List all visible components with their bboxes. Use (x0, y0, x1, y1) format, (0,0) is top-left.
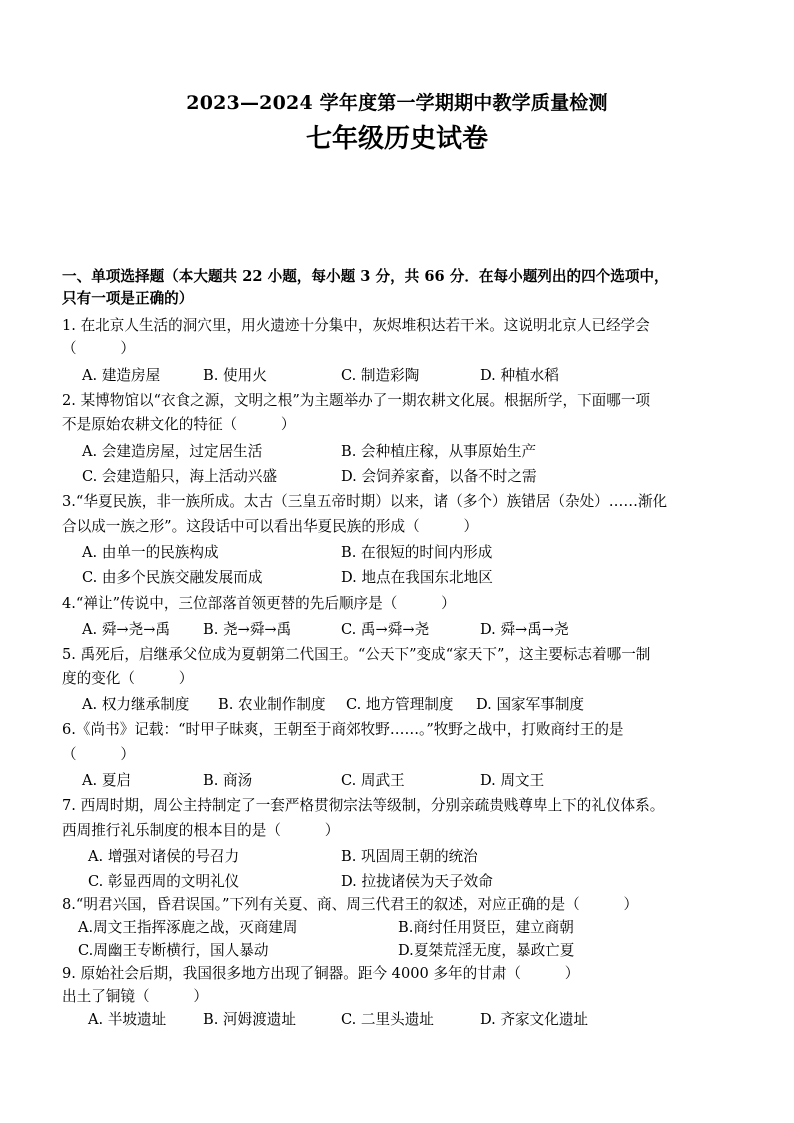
question-2-option-b: B. 会种植庄稼，从事原始生产 (341, 443, 537, 460)
question-2-option-a: A. 会建造房屋，过定居生活 (82, 443, 263, 460)
question-2-option-c: C. 会建造船只，海上活动兴盛 (82, 468, 278, 485)
question-8-option-d: D.夏桀荒淫无度，暴政亡夏 (398, 942, 575, 959)
question-3-option-a: A. 由单一的民族构成 (82, 544, 219, 561)
exam-subtitle: 七年级历史试卷 (305, 124, 488, 154)
question-1-option-c: C. 制造彩陶 (341, 367, 420, 384)
question-3-stem-cont: 合以成一族之形”。这段话中可以看出华夏民族的形成（ ） (62, 518, 479, 535)
question-2-stem: 2. 某博物馆以“衣食之源，文明之根”为主题举办了一期农耕文化展。根据所学，下面哪一项 (62, 392, 651, 409)
question-6-option-c: C. 周武王 (341, 772, 405, 789)
question-9-option-a: A. 半坡遗址 (88, 1011, 167, 1028)
question-1-option-d: D. 种植水稻 (480, 367, 559, 384)
question-7-stem-cont: 西周推行礼乐制度的根本目的是（ ） (62, 822, 340, 839)
question-1-stem: 1. 在北京人生活的洞穴里，用火遗迹十分集中，灰烬堆积达若干米。这说明北京人已经学会 (62, 317, 650, 334)
question-4-option-a: A. 舜→尧→禹 (82, 621, 171, 638)
question-2-stem-cont: 不是原始农耕文化的特征（ ） (62, 416, 296, 433)
question-9-stem-cont: 出土了铜镜（ ） (62, 988, 208, 1005)
section-heading-cont: 只有一项是正确的） (62, 290, 194, 307)
question-3-option-c: C. 由多个民族交融发展而成 (82, 569, 263, 586)
question-4-stem: 4.“禅让”传说中，三位部落首领更替的先后顺序是（ ） (62, 595, 456, 612)
question-3-option-b: B. 在很短的时间内形成 (341, 544, 493, 561)
question-2-option-d: D. 会饲养家畜，以备不时之需 (341, 468, 537, 485)
exam-title: 2023—2024 学年度第一学期期中教学质量检测 (186, 92, 608, 114)
question-6-option-b: B. 商汤 (203, 772, 253, 789)
question-9-stem: 9. 原始社会后期，我国很多地方出现了铜器。距今 4000 多年的甘肃（ ） (62, 965, 580, 982)
question-4-option-c: C. 禹→舜→尧 (341, 621, 430, 638)
question-1-option-a: A. 建造房屋 (82, 367, 161, 384)
section-heading: 一、单项选择题（本大题共 22 小题，每小题 3 分，共 66 分．在每小题列出的四个选项中， (62, 268, 669, 285)
question-4-option-b: B. 尧→舜→禹 (203, 621, 292, 638)
question-6-blank: （ ） (62, 746, 135, 763)
question-1-option-b: B. 使用火 (203, 367, 267, 384)
question-5-option-a: A. 权力继承制度 (82, 696, 190, 713)
question-7-option-b: B. 巩固周王朝的统治 (341, 848, 478, 865)
question-6-stem: 6.《尚书》记载：“时甲子昧爽，王朝至于商郊牧野……。”牧野之战中，打败商纣王的是 (62, 721, 624, 738)
question-7-option-c: C. 彰显西周的文明礼仪 (88, 873, 240, 890)
question-8-option-b: B.商纣任用贤臣，建立商朝 (398, 919, 574, 936)
question-9-option-d: D. 齐家文化遗址 (480, 1011, 589, 1028)
question-7-stem: 7. 西周时期，周公主持制定了一套严格贯彻宗法等级制，分别亲疏贵贱尊卑上下的礼仪体系。 (62, 797, 665, 814)
question-8-option-a: A.周文王指挥涿鹿之战，灭商建周 (78, 919, 298, 936)
question-3-option-d: D. 地点在我国东北地区 (341, 569, 493, 586)
question-6-option-a: A. 夏启 (82, 772, 132, 789)
question-5-option-c: C. 地方管理制度 (346, 696, 454, 713)
question-5-stem-cont: 度的变化（ ） (62, 670, 194, 687)
question-5-option-d: D. 国家军事制度 (476, 696, 585, 713)
question-5-option-b: B. 农业制作制度 (218, 696, 326, 713)
question-8-option-c: C.周幽王专断横行，国人暴动 (78, 942, 269, 959)
question-1-blank: （ ） (62, 340, 135, 357)
question-7-option-d: D. 拉拢诸侯为天子效命 (341, 873, 493, 890)
question-3-stem: 3.“华夏民族，非一族所成。太古（三皇五帝时期）以来，诸（多个）族错居（杂处）……渐化 (62, 493, 668, 510)
question-7-option-a: A. 增强对诸侯的号召力 (88, 848, 240, 865)
question-9-option-b: B. 河姆渡遗址 (203, 1011, 296, 1028)
question-6-option-d: D. 周文王 (480, 772, 545, 789)
question-8-stem: 8.“明君兴国，昏君误国。”下列有关夏、商、周三代君王的叙述，对应正确的是（ ） (62, 896, 639, 913)
question-5-stem: 5. 禹死后，启继承父位成为夏朝第二代国王。“公天下”变成“家天下”，这主要标志着哪一制 (62, 646, 651, 663)
question-9-option-c: C. 二里头遗址 (341, 1011, 434, 1028)
question-4-option-d: D. 舜→禹→尧 (480, 621, 569, 638)
